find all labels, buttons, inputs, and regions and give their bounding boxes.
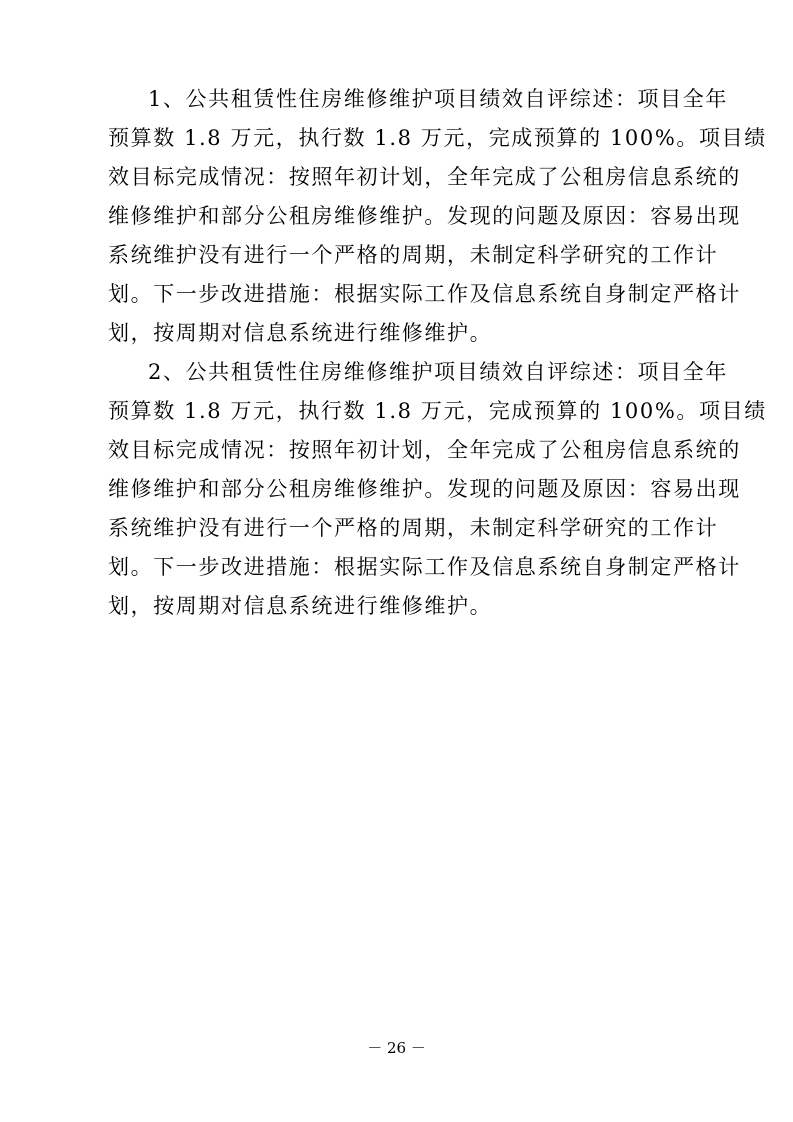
- paragraph-line: 维修维护和部分公租房维修维护。发现的问题及原因：容易出现: [108, 477, 741, 501]
- paragraph-line: 划。下一步改进措施：根据实际工作及信息系统自身制定严格计: [108, 555, 741, 579]
- paragraph-line: 效目标完成情况：按照年初计划，全年完成了公租房信息系统的: [108, 165, 741, 189]
- paragraph-line: 预算数 1.8 万元，执行数 1.8 万元，完成预算的 100%。项目绩: [108, 126, 767, 150]
- paragraph-line: 2、公共租赁性住房维修维护项目绩效自评综述：项目全年: [148, 360, 728, 384]
- paragraph-line: 系统维护没有进行一个严格的周期，未制定科学研究的工作计: [108, 516, 719, 540]
- paragraph-line: 划。下一步改进措施：根据实际工作及信息系统自身制定严格计: [108, 282, 741, 306]
- page-number: － 26 －: [367, 1039, 426, 1057]
- paragraph-line: 划，按周期对信息系统进行维修维护。: [108, 594, 493, 618]
- paragraph-line: 预算数 1.8 万元，执行数 1.8 万元，完成预算的 100%。项目绩: [108, 399, 767, 423]
- paragraph-1: [108, 80, 767, 353]
- paragraph-line: 系统维护没有进行一个严格的周期，未制定科学研究的工作计: [108, 243, 719, 267]
- paragraph-2: [108, 353, 767, 626]
- paragraph-line: 划，按周期对信息系统进行维修维护。: [108, 321, 493, 345]
- paragraph-line: 维修维护和部分公租房维修维护。发现的问题及原因：容易出现: [108, 204, 741, 228]
- paragraph-line: 1、公共租赁性住房维修维护项目绩效自评综述：项目全年: [148, 87, 728, 111]
- document-body: [108, 80, 767, 626]
- paragraph-line: 效目标完成情况：按照年初计划，全年完成了公租房信息系统的: [108, 438, 741, 462]
